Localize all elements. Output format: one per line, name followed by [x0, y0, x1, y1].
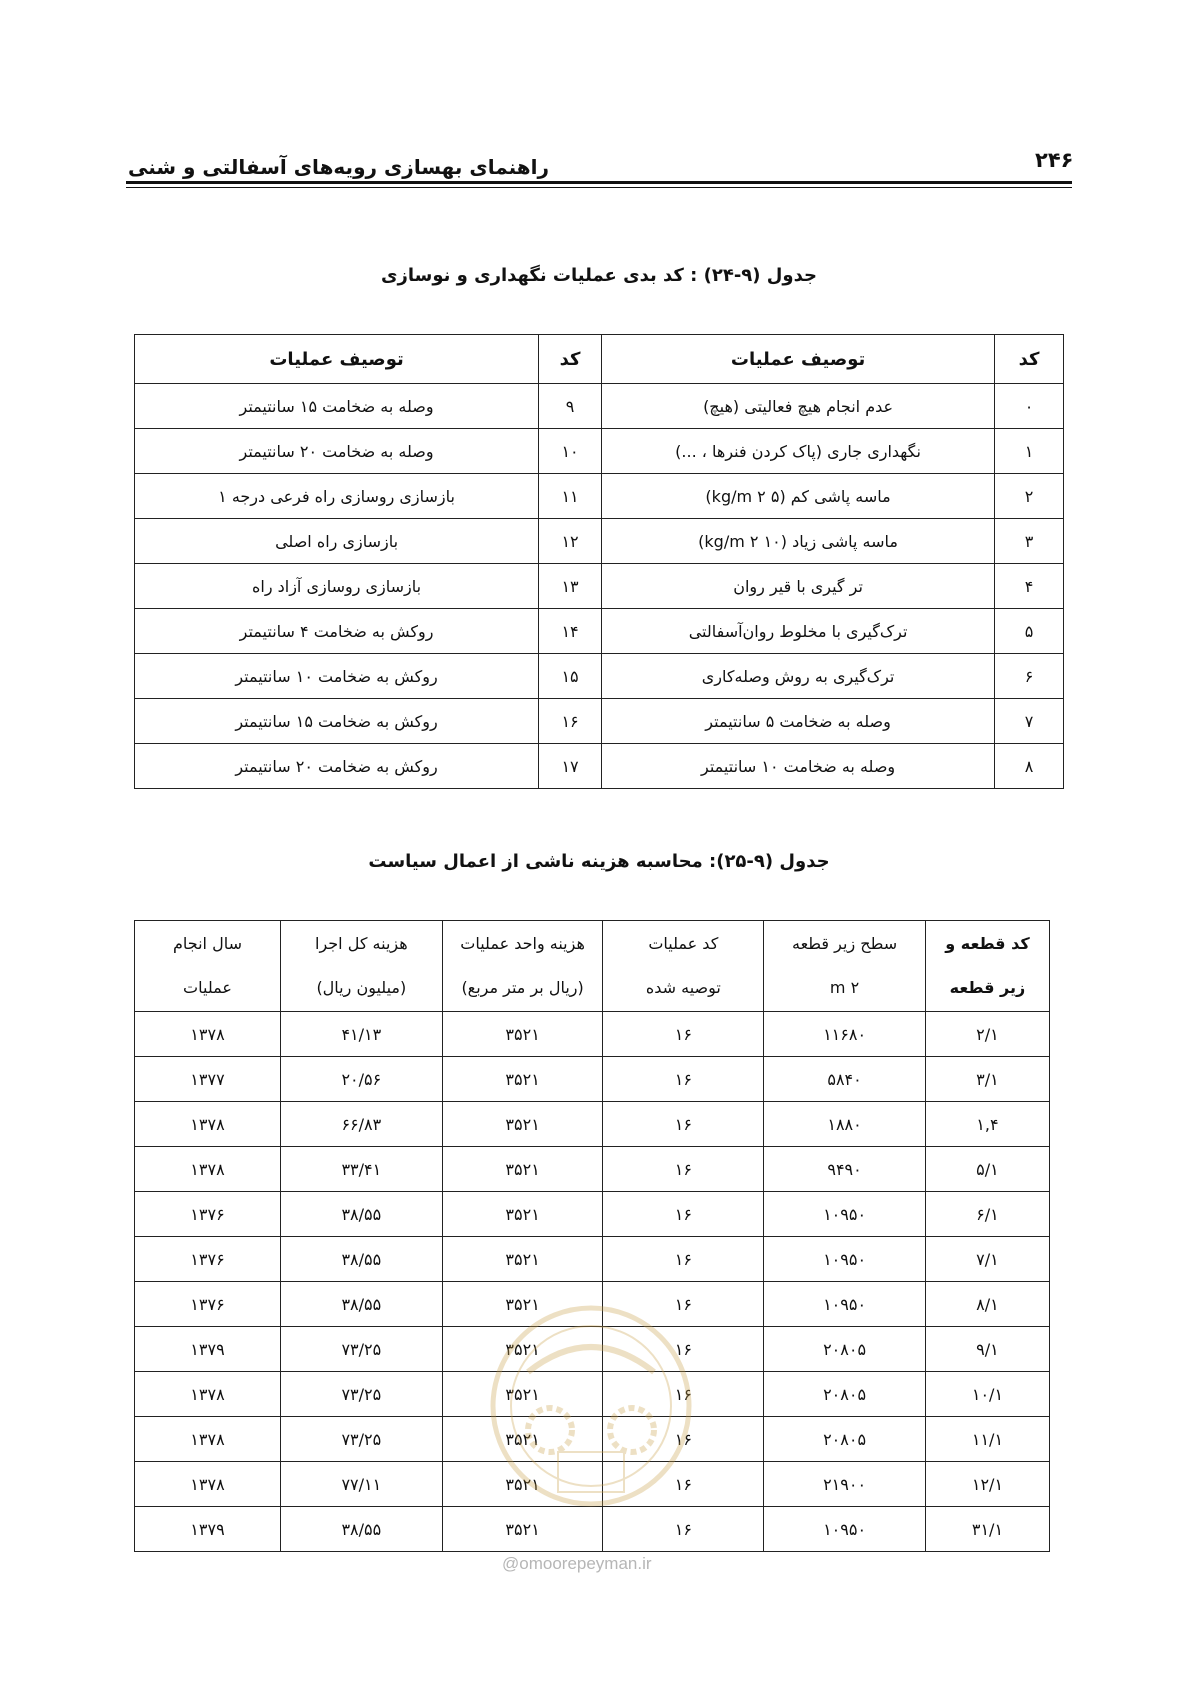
code-cell: ۱۶ [539, 699, 602, 744]
header-total-cost [280, 921, 442, 1012]
header-line: هزینه واحد عملیات [460, 934, 585, 953]
header-line: کد قطعه و [945, 934, 1030, 953]
total-cost-cell: ۴۱/۱۳ [280, 1012, 442, 1057]
header-line: توصیه شده [645, 978, 721, 997]
header-operation-code [603, 921, 764, 1012]
description-cell: روکش به ضخامت ۱۰ سانتیمتر [135, 654, 539, 699]
year-cell: ۱۳۷۶ [135, 1192, 281, 1237]
publisher-seal [488, 1302, 694, 1510]
operation-code-cell: ۱۶ [603, 1012, 764, 1057]
header-line: سطح زیر قطعه [792, 934, 898, 953]
code-cell: ۱ [995, 429, 1064, 474]
table-row [135, 1102, 1050, 1147]
unit-cost-cell: ۳۵۲۱ [442, 1507, 603, 1552]
total-cost-cell: ۳۸/۵۵ [280, 1507, 442, 1552]
header-rule [126, 181, 1072, 184]
unit-cost-cell: ۳۵۲۱ [442, 1012, 603, 1057]
table-row [135, 1012, 1050, 1057]
operations-code-table [134, 334, 1064, 789]
operation-code-cell: ۱۶ [603, 1327, 764, 1372]
unit-cost-cell: ۳۵۲۱ [442, 1057, 603, 1102]
unit-cost-cell: ۳۵۲۱ [442, 1282, 603, 1327]
area-cell: ۱۰۹۵۰ [764, 1192, 926, 1237]
table-header-row [135, 335, 1064, 384]
area-cell: ۱۱۶۸۰ [764, 1012, 926, 1057]
header-line: هزینه کل اجرا [315, 934, 408, 953]
code-cell: ۲ [995, 474, 1064, 519]
unit-cost-cell: ۳۵۲۱ [442, 1462, 603, 1507]
total-cost-cell: ۲۰/۵۶ [280, 1057, 442, 1102]
table-row [135, 384, 1064, 429]
table2-caption: جدول (۹-۲۵): محاسبه هزینه ناشی از اعمال سیاست [368, 851, 830, 872]
segment-code-cell: ۵/۱ [925, 1147, 1049, 1192]
table-row [135, 1237, 1050, 1282]
segment-code-cell: ۹/۱ [925, 1327, 1049, 1372]
page-number: ۲۴۶ [1035, 148, 1074, 172]
table-row [135, 474, 1064, 519]
segment-code-cell: ۳۱/۱ [925, 1507, 1049, 1552]
total-cost-cell: ۶۶/۸۳ [280, 1102, 442, 1147]
code-cell: ۵ [995, 609, 1064, 654]
total-cost-cell: ۷۳/۲۵ [280, 1372, 442, 1417]
header-line: عملیات [183, 978, 232, 997]
operation-code-cell: ۱۶ [603, 1507, 764, 1552]
unit-cost-cell: ۳۵۲۱ [442, 1102, 603, 1147]
description-cell: وصله به ضخامت ۱۵ سانتیمتر [135, 384, 539, 429]
header-segment-area [764, 921, 926, 1012]
total-cost-cell: ۳۸/۵۵ [280, 1237, 442, 1282]
header-line: سال انجام [172, 934, 242, 953]
header-operation-year [135, 921, 281, 1012]
description-cell: ماسه پاشی کم (۵ kg/m ۲) [601, 474, 994, 519]
header-rule-thin [126, 187, 1072, 188]
year-cell: ۱۳۷۶ [135, 1282, 281, 1327]
total-cost-cell: ۷۳/۲۵ [280, 1417, 442, 1462]
table-row [135, 1147, 1050, 1192]
header-line: (ریال بر متر مربع) [461, 978, 584, 997]
code-cell: ۷ [995, 699, 1064, 744]
operation-code-cell: ۱۶ [603, 1102, 764, 1147]
operation-code-cell: ۱۶ [603, 1462, 764, 1507]
operation-code-cell: ۱۶ [603, 1192, 764, 1237]
total-cost-cell: ۷۳/۲۵ [280, 1327, 442, 1372]
header-code: کد [995, 335, 1064, 384]
unit-cost-cell: ۳۵۲۱ [442, 1327, 603, 1372]
code-cell: ۱۳ [539, 564, 602, 609]
area-cell: ۲۰۸۰۵ [764, 1372, 926, 1417]
segment-code-cell: ۷/۱ [925, 1237, 1049, 1282]
description-cell: تر گیری با قیر روان [601, 564, 994, 609]
header-description: توصیف عملیات [135, 335, 539, 384]
header-line: کد عملیات [648, 934, 719, 953]
area-cell: ۲۰۸۰۵ [764, 1417, 926, 1462]
header-segment-code [925, 921, 1049, 1012]
description-cell: بازسازی راه اصلی [135, 519, 539, 564]
description-cell: بازسازی روسازی راه فرعی درجه ۱ [135, 474, 539, 519]
description-cell: ماسه پاشی زیاد (۱۰ kg/m ۲) [601, 519, 994, 564]
operation-code-cell: ۱۶ [603, 1282, 764, 1327]
table-row [135, 654, 1064, 699]
description-cell: روکش به ضخامت ۲۰ سانتیمتر [135, 744, 539, 789]
operation-code-cell: ۱۶ [603, 1237, 764, 1282]
area-cell: ۵۸۴۰ [764, 1057, 926, 1102]
code-cell: ۱۲ [539, 519, 602, 564]
code-cell: ۱۵ [539, 654, 602, 699]
header-line: (میلیون ریال) [316, 978, 407, 997]
watermark: @omoorepeyman.ir [502, 1554, 652, 1573]
segment-code-cell: ۸/۱ [925, 1282, 1049, 1327]
unit-cost-cell: ۳۵۲۱ [442, 1237, 603, 1282]
year-cell: ۱۳۷۷ [135, 1057, 281, 1102]
description-cell: ترک‌گیری با مخلوط روان‌آسفالتی [601, 609, 994, 654]
area-cell: ۹۴۹۰ [764, 1147, 926, 1192]
running-title: راهنمای بهسازی رویه‌های آسفالتی و شنی [128, 155, 550, 179]
operation-code-cell: ۱۶ [603, 1057, 764, 1102]
year-cell: ۱۳۷۹ [135, 1327, 281, 1372]
description-cell: روکش به ضخامت ۱۵ سانتیمتر [135, 699, 539, 744]
table-row [135, 699, 1064, 744]
unit-cost-cell: ۳۵۲۱ [442, 1147, 603, 1192]
area-cell: ۱۸۸۰ [764, 1102, 926, 1147]
segment-code-cell: ۱۱/۱ [925, 1417, 1049, 1462]
area-cell: ۲۱۹۰۰ [764, 1462, 926, 1507]
unit-cost-cell: ۳۵۲۱ [442, 1372, 603, 1417]
description-cell: بازسازی روسازی آزاد راه [135, 564, 539, 609]
table-row [135, 1507, 1050, 1552]
unit-cost-cell: ۳۵۲۱ [442, 1417, 603, 1462]
year-cell: ۱۳۷۶ [135, 1237, 281, 1282]
unit-cost-cell: ۳۵۲۱ [442, 1192, 603, 1237]
area-cell: ۱۰۹۵۰ [764, 1282, 926, 1327]
header-code: کد [539, 335, 602, 384]
table-row [135, 609, 1064, 654]
segment-code-cell: ۱,۴ [925, 1102, 1049, 1147]
description-cell: وصله به ضخامت ۵ سانتیمتر [601, 699, 994, 744]
area-cell: ۱۰۹۵۰ [764, 1237, 926, 1282]
operation-code-cell: ۱۶ [603, 1417, 764, 1462]
area-cell: ۲۰۸۰۵ [764, 1327, 926, 1372]
segment-code-cell: ۱۲/۱ [925, 1462, 1049, 1507]
table-row [135, 744, 1064, 789]
code-cell: ۶ [995, 654, 1064, 699]
table-row [135, 564, 1064, 609]
code-cell: ۱۰ [539, 429, 602, 474]
segment-code-cell: ۲/۱ [925, 1012, 1049, 1057]
header-line: m ۲ [829, 978, 860, 997]
year-cell: ۱۳۷۸ [135, 1372, 281, 1417]
table-row [135, 429, 1064, 474]
year-cell: ۱۳۷۸ [135, 1417, 281, 1462]
total-cost-cell: ۷۷/۱۱ [280, 1462, 442, 1507]
code-cell: ۸ [995, 744, 1064, 789]
segment-code-cell: ۱۰/۱ [925, 1372, 1049, 1417]
year-cell: ۱۳۷۸ [135, 1147, 281, 1192]
table-row [135, 1057, 1050, 1102]
description-cell: ترک‌گیری به روش وصله‌کاری [601, 654, 994, 699]
description-cell: وصله به ضخامت ۲۰ سانتیمتر [135, 429, 539, 474]
segment-code-cell: ۳/۱ [925, 1057, 1049, 1102]
code-cell: ۴ [995, 564, 1064, 609]
table-header-row [135, 921, 1050, 1012]
code-cell: ۳ [995, 519, 1064, 564]
total-cost-cell: ۳۸/۵۵ [280, 1192, 442, 1237]
header-unit-cost [442, 921, 603, 1012]
year-cell: ۱۳۷۸ [135, 1012, 281, 1057]
year-cell: ۱۳۷۸ [135, 1462, 281, 1507]
total-cost-cell: ۳۳/۴۱ [280, 1147, 442, 1192]
area-cell: ۱۰۹۵۰ [764, 1507, 926, 1552]
description-cell: نگهداری جاری (پاک کردن فنرها ، ...) [601, 429, 994, 474]
header-description: توصیف عملیات [601, 335, 994, 384]
description-cell: وصله به ضخامت ۱۰ سانتیمتر [601, 744, 994, 789]
total-cost-cell: ۳۸/۵۵ [280, 1282, 442, 1327]
operation-code-cell: ۱۶ [603, 1372, 764, 1417]
code-cell: ۰ [995, 384, 1064, 429]
table-row [135, 519, 1064, 564]
operation-code-cell: ۱۶ [603, 1147, 764, 1192]
table1-caption: جدول (۹-۲۴) : کد بدی عملیات نگهداری و نوسازی [381, 265, 817, 286]
code-cell: ۹ [539, 384, 602, 429]
year-cell: ۱۳۷۸ [135, 1102, 281, 1147]
code-cell: ۱۷ [539, 744, 602, 789]
header-line: زیر قطعه [949, 978, 1026, 997]
code-cell: ۱۱ [539, 474, 602, 519]
description-cell: روکش به ضخامت ۴ سانتیمتر [135, 609, 539, 654]
description-cell: عدم انجام هیچ فعالیتی (هیچ) [601, 384, 994, 429]
table-row [135, 1192, 1050, 1237]
code-cell: ۱۴ [539, 609, 602, 654]
segment-code-cell: ۶/۱ [925, 1192, 1049, 1237]
year-cell: ۱۳۷۹ [135, 1507, 281, 1552]
